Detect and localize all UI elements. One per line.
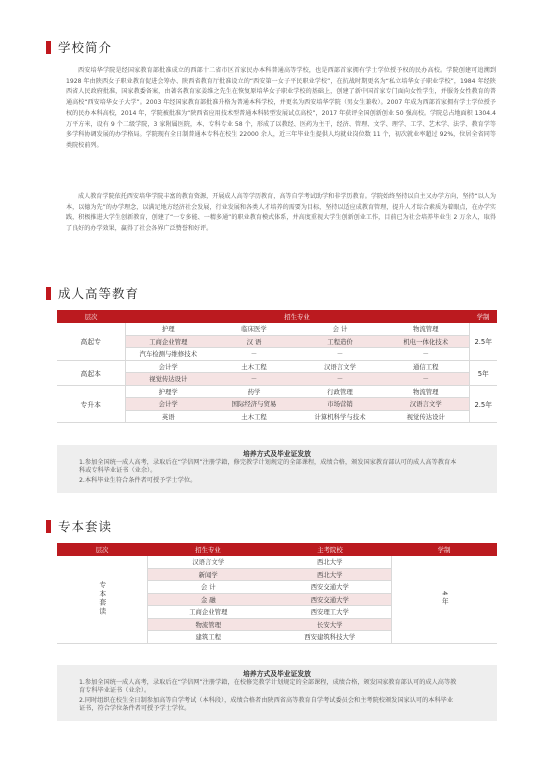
school-cell: 西北大学 bbox=[269, 556, 391, 568]
section-marker bbox=[46, 287, 51, 300]
header-majors: 招生专业 bbox=[125, 310, 469, 323]
major-cell: 视觉传达设计 bbox=[125, 373, 211, 386]
major-cell: 计算机科学与技术 bbox=[297, 410, 383, 423]
note-item: 1.参加全国统一成人高考，录取后在“学信网”注册学籍，修完教学计划规定的全部课程，成绩合格，颁发国家教育部认可的成人高等教育本科或专科毕业证书（业余）。 bbox=[79, 459, 457, 475]
school-cell: 西北大学 bbox=[269, 568, 391, 581]
table-header-row bbox=[57, 310, 497, 323]
adult-title: 成人高等教育 bbox=[58, 286, 140, 301]
duration-cell: 2.5年 bbox=[469, 385, 497, 423]
major-cell: 汉 语 bbox=[211, 335, 297, 348]
major-cell: 药学 bbox=[211, 385, 297, 398]
duration-text: 4年 bbox=[440, 590, 449, 606]
adult-education-table bbox=[57, 310, 497, 423]
duration-cell: 5年 bbox=[469, 360, 497, 385]
major-cell: － bbox=[383, 373, 469, 386]
major-cell: 汉语言文学 bbox=[383, 398, 469, 411]
major-cell: 汉语言文学 bbox=[147, 556, 269, 568]
major-cell: 行政管理 bbox=[297, 385, 383, 398]
major-cell: 通信工程 bbox=[383, 360, 469, 373]
major-cell: － bbox=[297, 373, 383, 386]
major-cell: 英语 bbox=[125, 410, 211, 423]
intro-title: 学校简介 bbox=[58, 40, 113, 55]
intro-paragraph-2: 成人教育学院依托西安培华学院丰富的教育资源，开展成人高等学历教育，高等自学考试助学和非学历教育。学院始终坚持以自主又办学方向，坚持“以人为本，以德为先”的办学理念，以满足地方经济社会发展，行业发展和各类人才培养的需要为目标，坚持以适应成教育管理，提升人才综合素质为着眼点，在办学实践，积极推进大学生创新教育，创建了“一专多能、一精多通”的职业教育模式体系，并高度重视大学生创新创业工作，目前已为社会培养毕业生 2 万余人，取得了良好的办学效果，赢得了社会各界广泛赞誉和好评。 bbox=[66, 193, 496, 233]
intro-section-title bbox=[46, 38, 112, 56]
section-marker bbox=[46, 520, 51, 533]
major-cell: 工商企业管理 bbox=[147, 606, 269, 619]
major-cell: 汉语言文学 bbox=[297, 360, 383, 373]
major-cell: 工程造价 bbox=[297, 335, 383, 348]
major-cell: 金 融 bbox=[147, 593, 269, 606]
major-cell: 会 计 bbox=[147, 581, 269, 594]
header-level: 层次 bbox=[57, 543, 147, 556]
major-cell: 物流管理 bbox=[147, 618, 269, 631]
major-cell: 汽车检测与维修技术 bbox=[125, 348, 211, 361]
header-major: 招生专业 bbox=[147, 543, 269, 556]
major-cell: 市场营销 bbox=[297, 398, 383, 411]
major-cell: 土木工程 bbox=[211, 410, 297, 423]
bundle-notes-box bbox=[57, 665, 497, 721]
notes-title: 培养方式及毕业证发放 bbox=[243, 450, 311, 458]
major-cell: 会计学 bbox=[125, 398, 211, 411]
note-item: 1.参加全国统一成人高考，录取后在“学信网”注册学籍，在校修完教学计划规定的全部课程，成绩合格，颁发国家教育部认可的成人高等教育专科毕业证书（业余）。 bbox=[79, 679, 457, 695]
school-cell: 西安交通大学 bbox=[269, 581, 391, 594]
major-cell: － bbox=[211, 348, 297, 361]
table-header-row bbox=[57, 543, 497, 556]
level-cell bbox=[57, 556, 147, 643]
major-cell: 视觉传达设计 bbox=[383, 410, 469, 423]
header-level: 层次 bbox=[57, 310, 125, 323]
intro-paragraph-1: 西安培华学院是经国家教育部批准成立的西部十二省市区首家民办本科普通高等学校，也是西部首家拥有学士学位授予权的民办高校。学院创建可追溯到 1928 年由陕西女子职业教育促进会筹办、陕西省教育厅批准设立的“西安第一女子平民职业学校”，在抗战时期更名为“私立培华女子职业学校”，1984 年经陕西省人民政府批准，国家教委备案，由著名教育家姜维之先生在恢复原培华女子职业学校的基础上，创建了新中国首家专门面向女性学生，并服务女性教育的普通高校“西安培华女子大学”。2003 年经国家教育部批准升格为普通本科学校，并更名为西安培华学院（男女生兼收）。2007 年成为西部首家拥有学士学位授予权的民办本科高校，2014 年，学院被批准为“陕西省应用技术型普通本科转型发展试点高校”，2017 年获评全国创新创业 50 强高校。学院总占地面积 1304.4 万平方米，设有 9 个二级学院，3 家附属医院，本、专科专业 58 个，形成了以教经、医药为主干，经济、管理、文学、理学、工学、艺术学、法学、教育学等多学科协调发展的办学格局。学院现有全日制普通本专科在校生 22000 余人，近三年毕业生提供人均就业岗位数 11 个，初次就业率超过 92%，位居全省同等类院校前列。 bbox=[66, 67, 496, 149]
header-duration: 学制 bbox=[391, 543, 497, 556]
table-row bbox=[57, 556, 497, 568]
major-cell: 会 计 bbox=[297, 323, 383, 335]
major-cell: 护理 bbox=[125, 323, 211, 335]
table-row bbox=[57, 323, 497, 335]
school-cell: 长安大学 bbox=[269, 618, 391, 631]
level-cell: 专升本 bbox=[57, 385, 125, 423]
school-cell: 西安建筑科技大学 bbox=[269, 631, 391, 644]
table-row bbox=[57, 385, 497, 398]
bundle-table bbox=[57, 543, 497, 644]
major-cell: 建筑工程 bbox=[147, 631, 269, 644]
bundle-title: 专本套读 bbox=[58, 519, 113, 534]
major-cell: 会计学 bbox=[125, 360, 211, 373]
major-cell: 新闻学 bbox=[147, 568, 269, 581]
major-cell: 国际经济与贸易 bbox=[211, 398, 297, 411]
major-cell: 物流管理 bbox=[383, 323, 469, 335]
duration-cell: 2.5年 bbox=[469, 323, 497, 360]
level-cell: 高起本 bbox=[57, 360, 125, 385]
section-marker bbox=[46, 41, 51, 54]
school-cell: 西安理工大学 bbox=[269, 606, 391, 619]
school-cell: 西安交通大学 bbox=[269, 593, 391, 606]
header-duration: 学制 bbox=[469, 310, 497, 323]
adult-section-title bbox=[46, 284, 139, 302]
major-cell: 机电一体化技术 bbox=[383, 335, 469, 348]
major-cell: － bbox=[211, 373, 297, 386]
bundle-section-title bbox=[46, 517, 112, 535]
note-item: 2.同时组织在校生全日制参加高等自学考试（本科段），成绩合格者由陕西省高等教育自学考试委员会和主考院校颁发国家认可的本科毕业证书，符合学位条件者可授予学士学位。 bbox=[79, 696, 454, 713]
major-cell: － bbox=[297, 348, 383, 361]
major-cell: － bbox=[383, 348, 469, 361]
adult-notes-box bbox=[57, 445, 497, 493]
major-cell: 护理学 bbox=[125, 385, 211, 398]
major-cell: 物流管理 bbox=[383, 385, 469, 398]
duration-cell bbox=[391, 556, 497, 643]
major-cell: 土木工程 bbox=[211, 360, 297, 373]
header-school: 主考院校 bbox=[269, 543, 391, 556]
table-row bbox=[57, 360, 497, 373]
level-cell: 高起专 bbox=[57, 323, 125, 360]
notes-title: 培养方式及毕业证发放 bbox=[243, 670, 311, 678]
note-item: 2.本科毕业生符合条件者可授予学士学位。 bbox=[79, 476, 197, 484]
level-text: 专本套读 bbox=[97, 580, 106, 616]
major-cell: 工商企业管理 bbox=[125, 335, 211, 348]
major-cell: 临床医学 bbox=[211, 323, 297, 335]
